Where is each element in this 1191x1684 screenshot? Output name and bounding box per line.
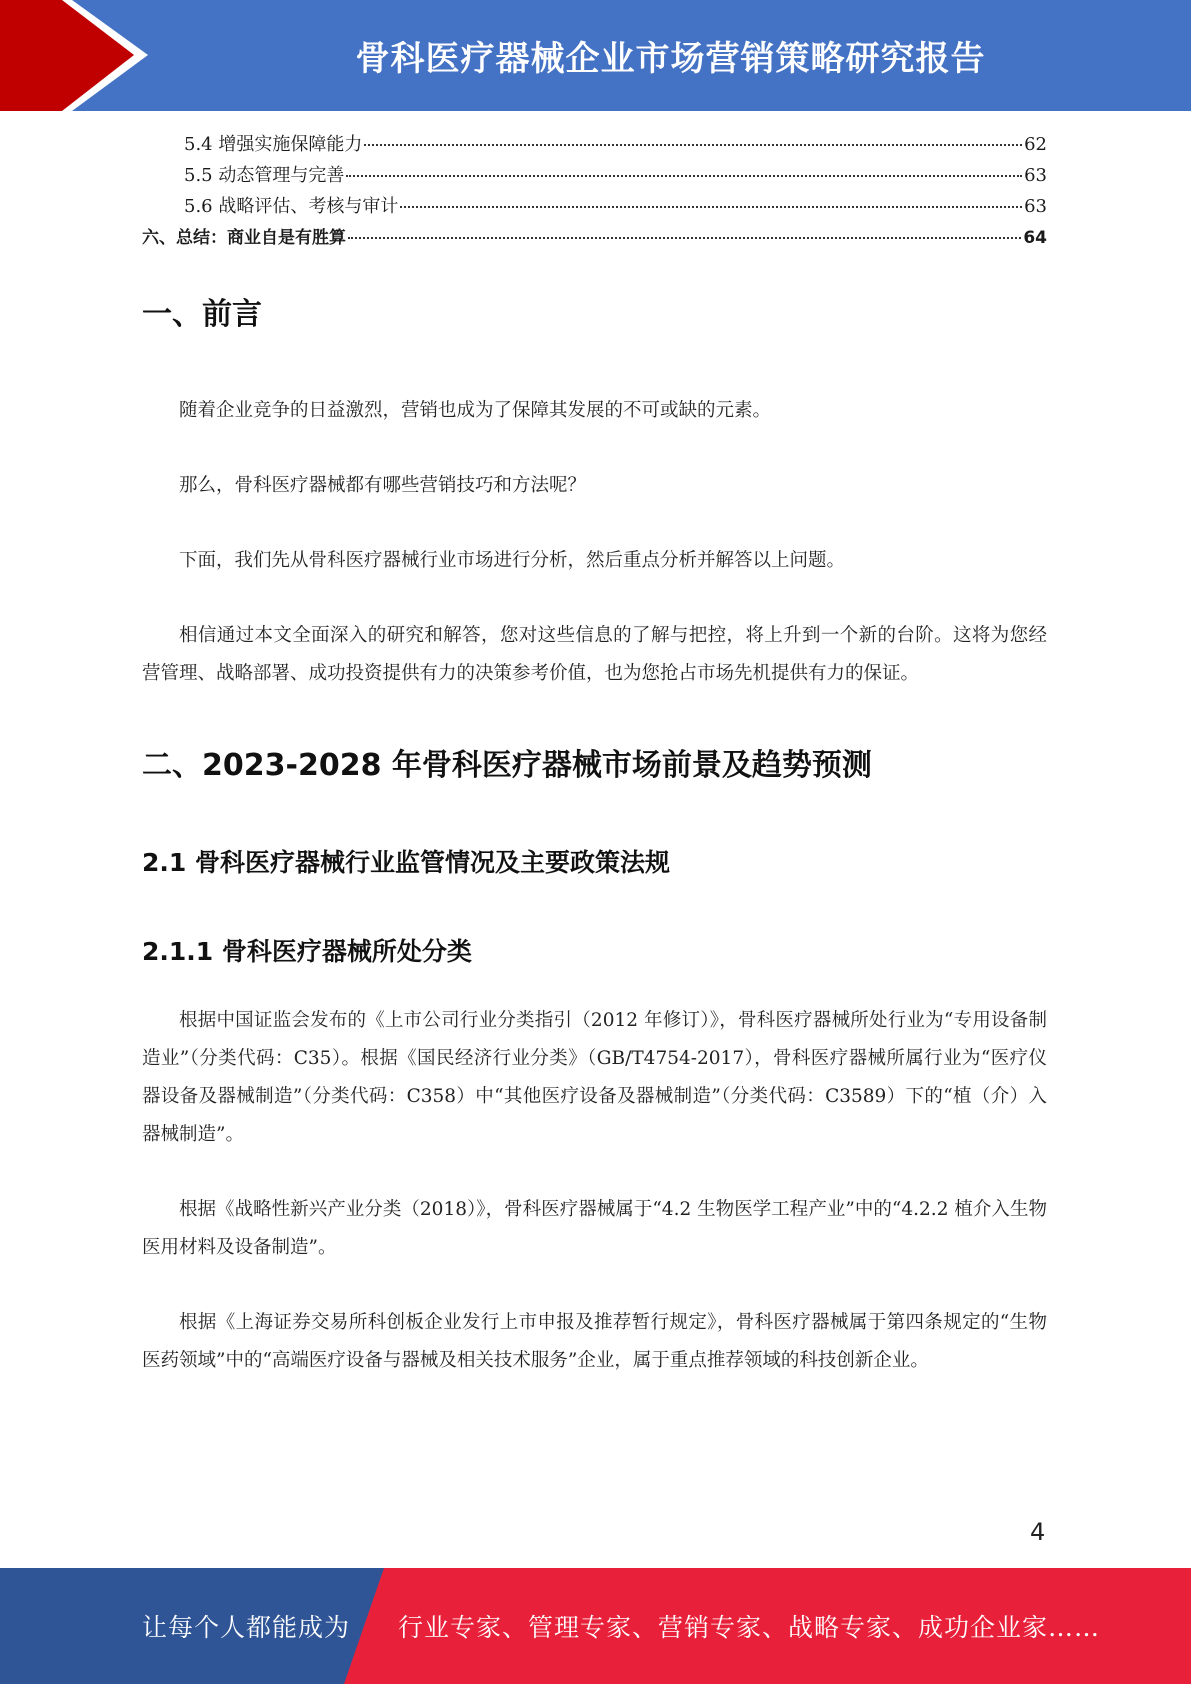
preface-paragraph-4: 相信通过本文全面深入的研究和解答，您对这些信息的了解与把控，将上升到一个新的台阶。这将为您经营管理、战略部署、成功投资提供有力的决策参考价值，也为您抢占市场先机提供有力的保证。 (142, 625, 1047, 684)
toc-entry-label: 5.4 增强实施保障能力 (184, 134, 363, 155)
toc-entry-chapter[interactable] (142, 223, 1047, 254)
toc-entry-page: 63 (1024, 196, 1047, 217)
toc-entry[interactable] (142, 130, 1047, 161)
toc-entry[interactable] (142, 161, 1047, 192)
report-title: 骨科医疗器械企业市场营销策略研究报告 (355, 39, 986, 79)
toc-entry-label: 5.5 动态管理与完善 (184, 165, 345, 186)
toc-leader-dots (400, 206, 1022, 208)
section-2-1-1-heading: 2.1.1 骨科医疗器械所处分类 (142, 937, 472, 966)
chapter-2-heading: 二、2023-2028 年骨科医疗器械市场前景及趋势预测 (142, 748, 872, 783)
section-2-1-heading: 2.1 骨科医疗器械行业监管情况及主要政策法规 (142, 848, 670, 877)
page-number: 4 (1030, 1518, 1046, 1546)
section-2-1-1-paragraph-2: 根据《战略性新兴产业分类（2018）》，骨科医疗器械属于“4.2 生物医学工程产业”中的“4.2.2 植介入生物医用材料及设备制造”。 (142, 1199, 1047, 1258)
toc-entry[interactable] (142, 192, 1047, 223)
toc-leader-dots (348, 237, 1021, 239)
toc-entry-page: 64 (1023, 228, 1047, 248)
section-2-1-1-paragraph-1: 根据中国证监会发布的《上市公司行业分类指引（2012 年修订）》，骨科医疗器械所处行业为“专用设备制造业”（分类代码：C35）。根据《国民经济行业分类》（GB/T4754-2017），骨科医疗器械所属行业为“医疗仪器设备及器械制造”（分类代码：C358）中“其他医疗设备及器械制造”（分类代码：C3589）下的“植（介）入器械制造”。 (142, 1010, 1047, 1145)
toc-entry-label: 六、总结：商业自是有胜算 (142, 228, 346, 248)
table-of-contents (142, 130, 1047, 254)
toc-entry-page: 62 (1024, 134, 1047, 155)
toc-entry-page: 63 (1024, 165, 1047, 186)
footer-slogan-left: 让每个人都能成为 (142, 1613, 351, 1642)
preface-paragraph-2: 那么，骨科医疗器械都有哪些营销技巧和方法呢？ (179, 475, 587, 496)
toc-leader-dots (346, 175, 1022, 177)
preface-heading: 一、前言 (142, 297, 262, 332)
preface-paragraph-1: 随着企业竞争的日益激烈，营销也成为了保障其发展的不可或缺的元素。 (179, 400, 772, 421)
document-body (142, 290, 1047, 1380)
page-footer (0, 1568, 1191, 1684)
section-2-1-1-paragraph-3: 根据《上海证券交易所科创板企业发行上市申报及推荐暂行规定》，骨科医疗器械属于第四条规定的“生物医药领域”中的“高端医疗设备与器械及相关技术服务”企业，属于重点推荐领域的科技创新企业。 (142, 1312, 1047, 1371)
page-header (0, 0, 1191, 111)
toc-entry-label: 5.6 战略评估、考核与审计 (184, 196, 399, 217)
footer-slogan-right: 行业专家、管理专家、营销专家、战略专家、成功企业家…… (398, 1613, 1101, 1642)
toc-leader-dots (364, 144, 1022, 146)
preface-paragraph-3: 下面，我们先从骨科医疗器械行业市场进行分析，然后重点分析并解答以上问题。 (179, 550, 846, 571)
header-arrow-icon (0, 0, 160, 111)
